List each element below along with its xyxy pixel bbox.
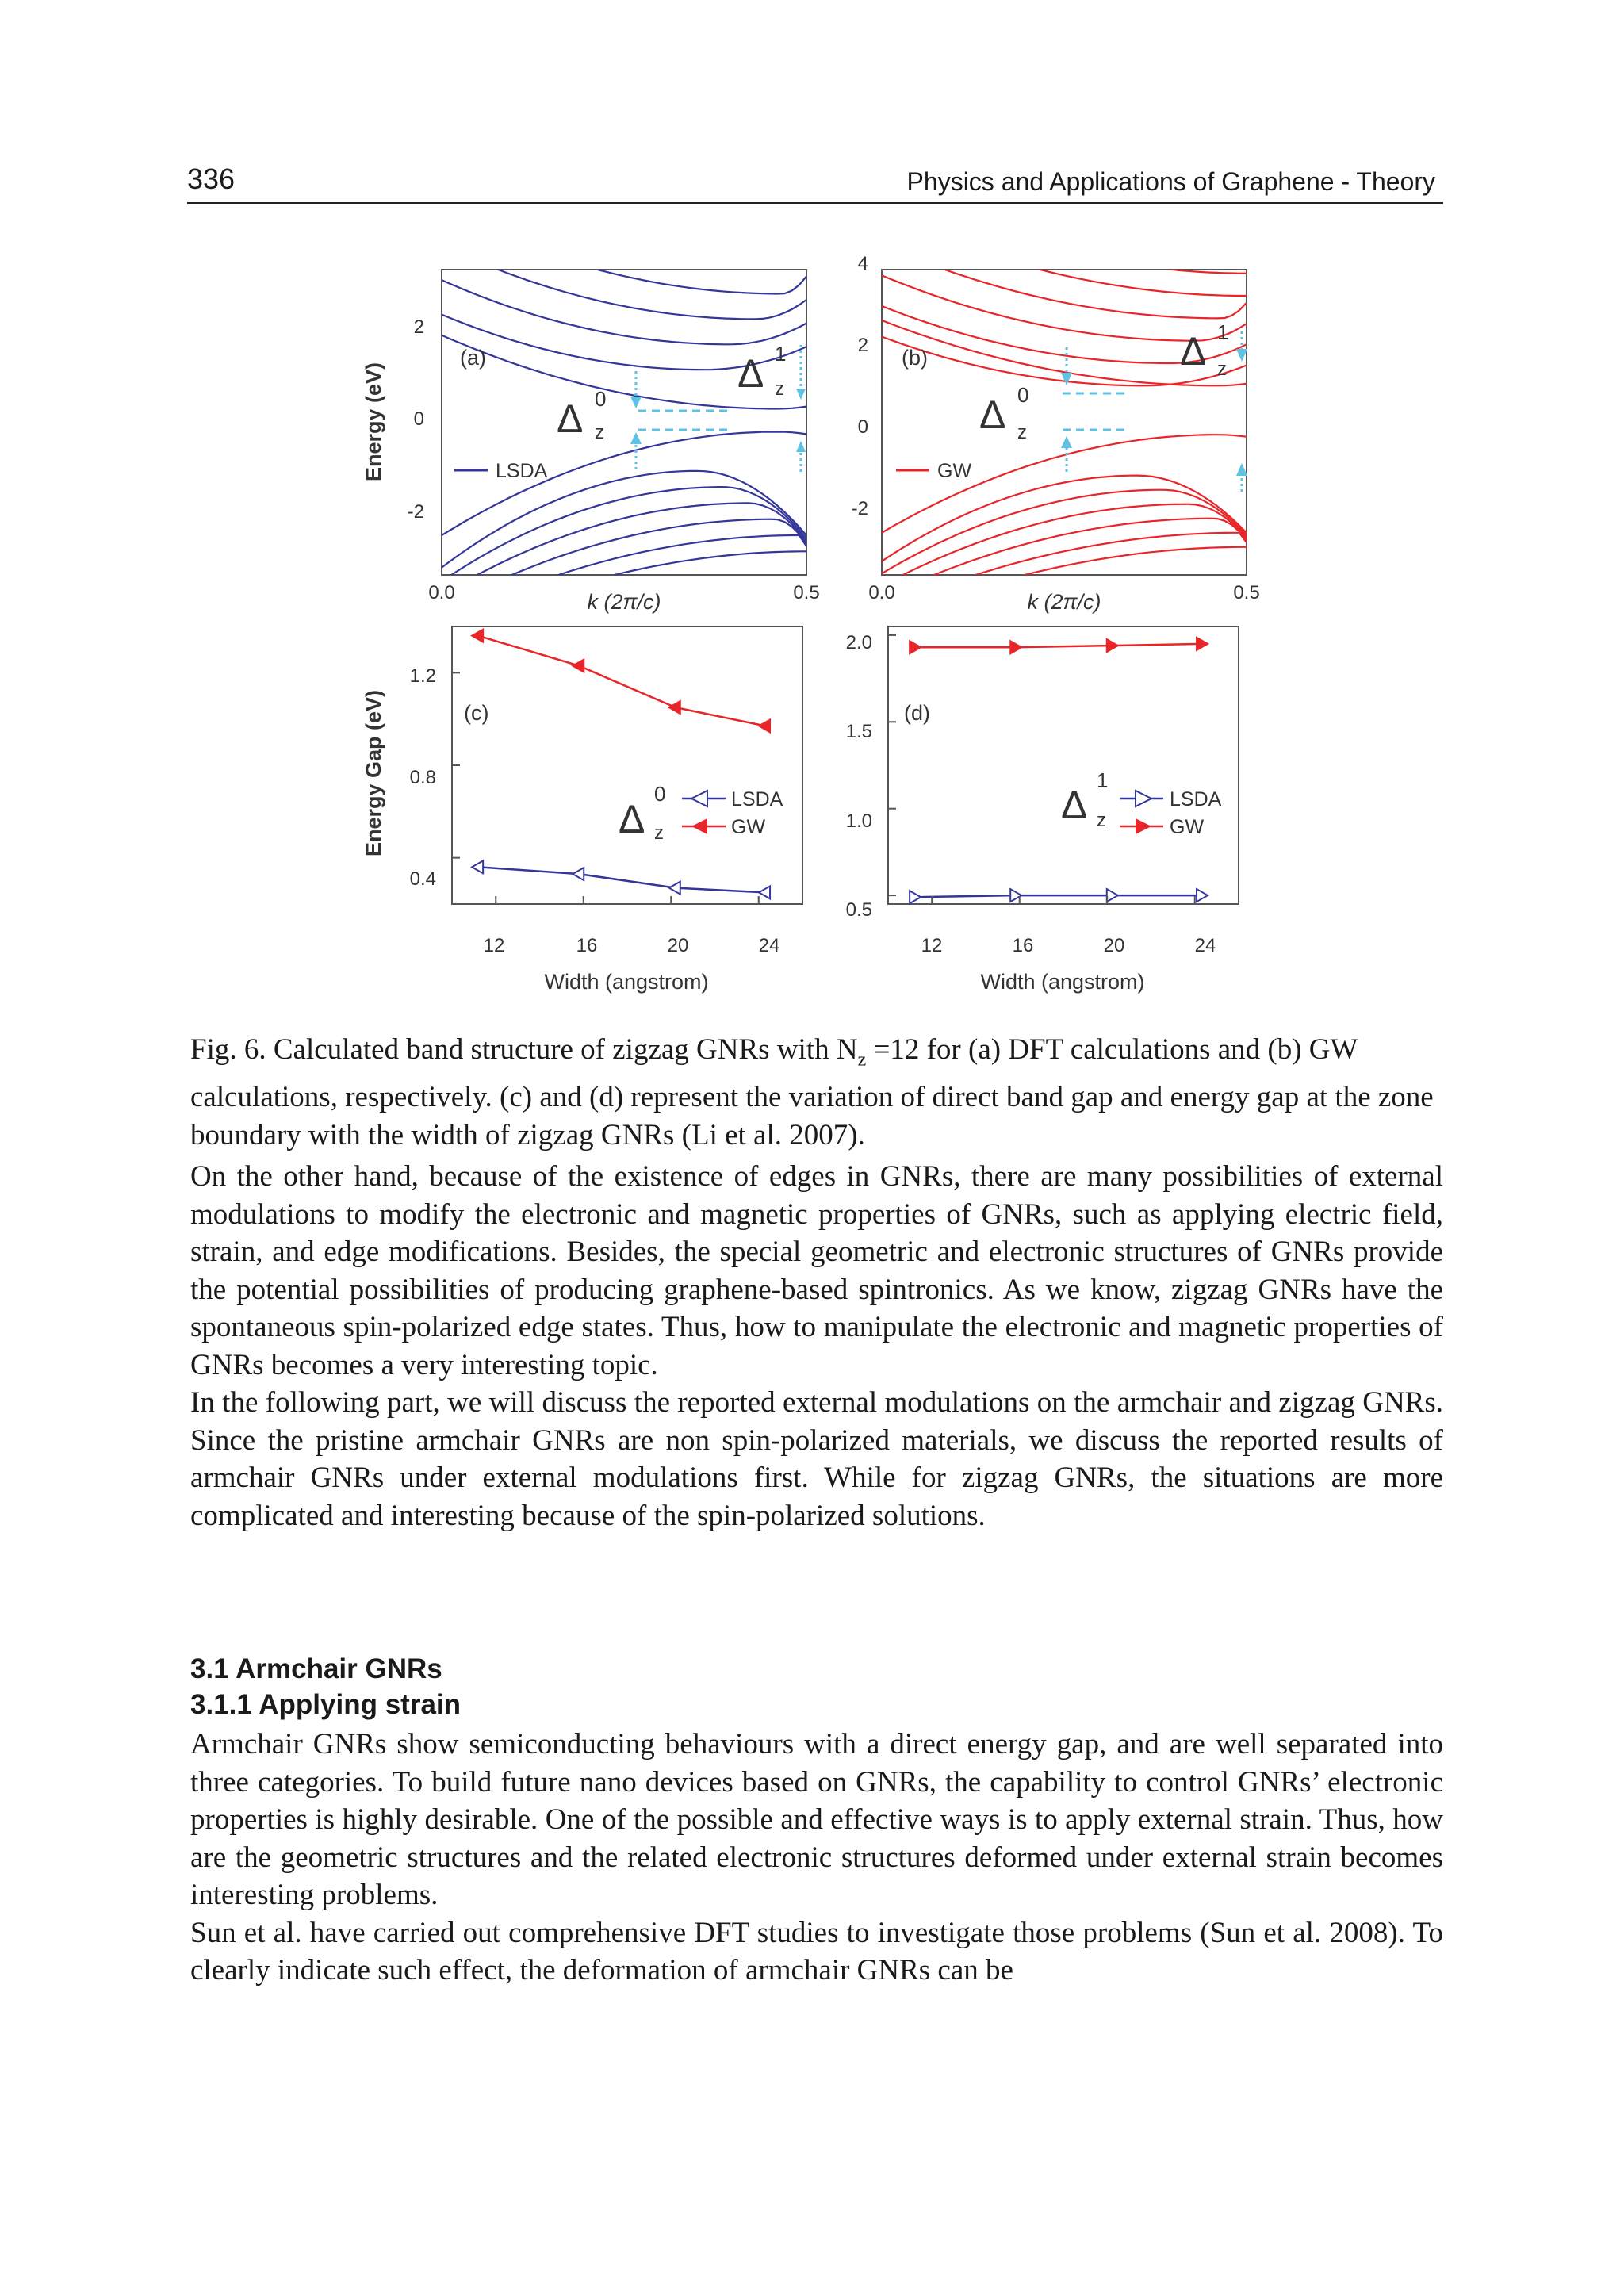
series-line-lsda <box>914 895 1201 897</box>
data-point-lsda <box>1197 889 1208 902</box>
panel-d-series <box>910 638 1208 903</box>
panel-a-legend-label: LSDA <box>496 460 548 482</box>
panel-d-legend-sup: 1 <box>1097 768 1109 792</box>
panel-a-ytick: -2 <box>407 501 424 523</box>
panel-d-frame <box>888 626 1239 904</box>
caption-text-2: =12 for (a) DFT calculations and (b) GW calculations, respectively. (c) and (d) represent the variation of direct band gap and energy gap at the zone boundary with the width of zigzag GNRs (Li et al. 2007). <box>190 1033 1434 1152</box>
band-line <box>442 246 806 319</box>
paragraph: Armchair GNRs show semiconducting behaviours with a direct energy gap, and are well separated into three categories. To build future nano devices based on GNRs, the capability to control GNRs’ electronic properties is highly desirable. One of the possible and effective ways is to apply external strain. Thus, how are the geometric structures and the related electronic structures deformed under external strain becomes interesting problems. <box>190 1728 1443 1911</box>
panel-a-arrowhead <box>630 432 642 444</box>
panel-d-legend-delta: Δ <box>1061 783 1088 827</box>
panel-d-xtick: 16 <box>1012 935 1034 956</box>
panel-a-arrowhead <box>796 441 806 452</box>
panel-b <box>852 246 1260 623</box>
panel-b-xlabel: k (2π/c) <box>1027 590 1101 614</box>
panel-a-bands <box>442 246 806 637</box>
panel-b-arrowhead <box>1061 436 1072 448</box>
panel-c-series <box>472 630 770 899</box>
panel-b-delta1: Δ <box>1180 329 1207 374</box>
panel-d-ytick: 1.0 <box>845 810 872 832</box>
panel-b-delta0-sup: 0 <box>1017 383 1029 407</box>
data-point-lsda <box>759 886 770 898</box>
panel-d-legend-gw: GW <box>1170 816 1205 838</box>
caption-subscript: z <box>857 1049 867 1071</box>
panel-b-delta1-sub: z <box>1217 358 1227 380</box>
data-point-gw <box>1197 638 1208 650</box>
data-point-gw <box>759 719 770 732</box>
caption-text-1: Fig. 6. Calculated band structure of zigzag GNRs with N <box>190 1033 858 1066</box>
figure-caption <box>190 1031 1443 1155</box>
panel-b-delta0: Δ <box>979 393 1006 437</box>
band-line <box>442 246 806 269</box>
panel-b-arrowhead <box>1236 463 1247 476</box>
panel-a <box>362 246 820 637</box>
panel-d-ticks <box>888 635 1195 904</box>
data-point-gw <box>573 660 584 672</box>
panel-b-label: (b) <box>902 346 928 370</box>
series-line-lsda <box>478 867 765 892</box>
panel-a-xlabel: k (2π/c) <box>587 590 661 614</box>
panel-a-delta0-sup: 0 <box>595 387 607 411</box>
paragraph: In the following part, we will discuss the reported external modulations on the armchair and zigzag GNRs. Since the pristine armchair GNRs are non spin-polarized materials, we discuss the reported results of armchair GNRs under external modulations first. While for zigzag GNRs, the situations are more complicated and interesting because of the spin-polarized solutions. <box>190 1386 1443 1532</box>
panel-b-delta1-sup: 1 <box>1217 320 1229 344</box>
panel-c-ylabel: Energy Gap (eV) <box>362 689 385 857</box>
body-paragraphs-2 <box>190 1726 1443 1990</box>
band-group <box>882 246 1247 623</box>
panel-b-legend-label: GW <box>937 460 972 482</box>
panel-d-legend-marker-lsda <box>1136 791 1151 806</box>
panel-c-ytick: 0.8 <box>409 767 436 788</box>
panel-a-frame <box>442 270 806 575</box>
panel-d-ytick: 2.0 <box>845 632 872 653</box>
data-point-gw <box>1107 639 1118 652</box>
panel-b-ytick: 0 <box>857 416 868 438</box>
panel-c-legend-sup: 0 <box>654 782 666 806</box>
data-point-lsda <box>573 868 584 880</box>
panel-a-label: (a) <box>460 346 486 370</box>
panel-d-ytick: 1.5 <box>845 721 872 742</box>
panel-c-legend-sub: z <box>654 822 664 844</box>
panel-c-xlabel: Width (angstrom) <box>544 970 709 994</box>
section-heading: 3.1 Armchair GNRs <box>190 1653 442 1684</box>
panel-d-label: (d) <box>904 701 930 725</box>
subsection-heading: 3.1.1 Applying strain <box>190 1689 462 1720</box>
panel-c-legend-marker-lsda <box>691 791 707 806</box>
panel-c-xtick: 12 <box>483 935 505 956</box>
panel-d-xtick: 24 <box>1194 935 1216 956</box>
band-group <box>442 246 806 637</box>
paragraph: Sun et al. have carried out comprehensive DFT studies to investigate those problems (Sun et al. 2008). To clearly indicate such effect, the deformation of armchair GNRs can be <box>190 1916 1443 1986</box>
panel-d-xtick: 12 <box>921 935 943 956</box>
data-point-gw <box>669 701 680 714</box>
data-point-gw <box>910 641 921 653</box>
panel-b-xtick: 0.5 <box>1233 582 1260 603</box>
panel-a-delta1-sup: 1 <box>775 342 787 366</box>
page-number: 336 <box>187 163 236 195</box>
panel-c-xtick: 20 <box>667 935 689 956</box>
figure-6 <box>349 246 1285 1007</box>
panel-b-bands <box>882 246 1247 623</box>
panel-d-xtick: 20 <box>1103 935 1125 956</box>
series-line-gw <box>914 644 1201 647</box>
data-point-gw <box>472 630 483 642</box>
band-line <box>882 519 1247 598</box>
panel-c <box>362 626 802 994</box>
data-point-lsda <box>669 882 680 895</box>
panel-c-label: (c) <box>464 701 489 725</box>
panel-a-ylabel: Energy (eV) <box>362 362 385 482</box>
data-point-gw <box>1010 641 1021 653</box>
panel-b-xtick: 0.0 <box>868 582 895 603</box>
panel-b-arrowhead <box>1061 373 1072 385</box>
body-paragraphs-1 <box>190 1158 1443 1534</box>
panel-d <box>846 626 1239 994</box>
panel-d-xlabel: Width (angstrom) <box>980 970 1145 994</box>
panel-a-ytick: 0 <box>413 408 424 430</box>
paragraph: On the other hand, because of the existence of edges in GNRs, there are many possibilities of external modulations to modify the electronic and magnetic properties of GNRs, such as applying electric field, strain, and edge modifications. Besides, the special geometric and electronic structures of GNRs provide the potential possibilities of producing graphene-based spintronics. As we know, zigzag GNRs have the spontaneous spin-polarized edge states. Thus, how to manipulate the electronic and magnetic properties of GNRs becomes a very interesting topic. <box>190 1160 1443 1381</box>
page-header <box>187 163 1443 204</box>
panel-a-delta1: Δ <box>737 351 764 396</box>
panel-c-xtick: 16 <box>576 935 598 956</box>
panel-b-arrowhead <box>1236 349 1247 362</box>
panel-d-legend-lsda: LSDA <box>1170 788 1222 810</box>
panel-a-delta0: Δ <box>557 397 584 441</box>
panel-b-ytick: 4 <box>857 253 868 274</box>
panel-d-legend-marker-gw <box>1136 818 1151 834</box>
panel-a-arrowhead <box>630 397 642 408</box>
panel-c-frame <box>452 626 802 904</box>
panel-a-xtick: 0.5 <box>793 582 820 603</box>
data-point-lsda <box>1107 889 1118 902</box>
panel-c-ytick: 0.4 <box>409 868 436 890</box>
panel-a-delta1-sub: z <box>775 378 784 400</box>
band-line <box>882 246 1247 318</box>
panel-a-ytick: 2 <box>413 316 424 338</box>
panel-c-ytick: 1.2 <box>409 665 436 687</box>
panel-b-ytick: -2 <box>851 498 868 519</box>
panel-c-legend-lsda: LSDA <box>731 788 783 810</box>
series-line-gw <box>478 636 765 726</box>
band-line <box>442 487 806 581</box>
data-point-lsda <box>910 891 921 903</box>
panel-c-legend-gw: GW <box>731 816 766 838</box>
running-title: Physics and Applications of Graphene - Theory <box>906 167 1435 196</box>
panel-d-legend-sub: z <box>1097 810 1106 831</box>
panel-a-delta0-sub: z <box>595 422 604 443</box>
panel-c-xtick: 24 <box>758 935 780 956</box>
panel-c-legend-delta: Δ <box>619 797 645 841</box>
panel-c-legend-marker-gw <box>691 818 707 834</box>
panel-a-arrowhead <box>796 389 806 400</box>
panel-a-xtick: 0.0 <box>428 582 455 603</box>
panel-d-ytick: 0.5 <box>845 899 872 921</box>
panel-b-ytick: 2 <box>857 335 868 356</box>
data-point-lsda <box>472 860 483 873</box>
panel-b-delta0-sub: z <box>1017 422 1027 443</box>
